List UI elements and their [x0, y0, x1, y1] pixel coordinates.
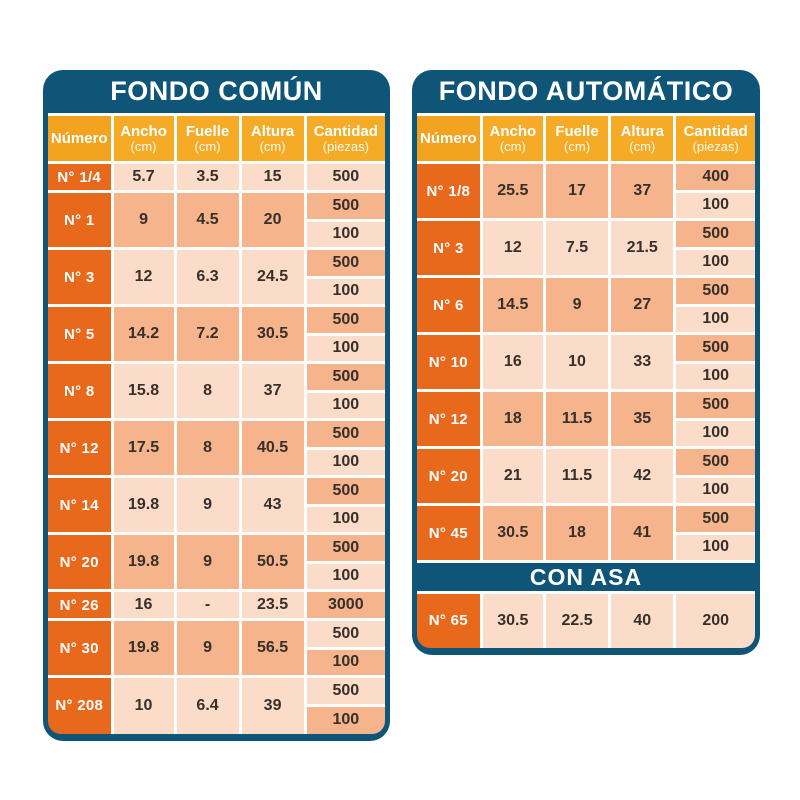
altura-cell: 24.5: [240, 249, 305, 306]
altura-cell: 21.5: [610, 220, 675, 277]
numero-cell: N° 208: [48, 677, 112, 734]
numero-cell: N° 45: [417, 505, 481, 562]
cantidad-cell: 400: [675, 163, 755, 192]
column-header-fuelle: [175, 115, 240, 163]
fuelle-cell: 9: [175, 477, 240, 534]
column-label: Ancho: [489, 122, 537, 140]
fondo-automatico-table: [417, 113, 755, 648]
numero-cell: N° 12: [48, 420, 112, 477]
ancho-cell: 5.7: [112, 163, 175, 192]
numero-cell: N° 6: [417, 277, 481, 334]
cantidad-cell: 100: [305, 220, 385, 249]
ancho-cell: 9: [112, 192, 175, 249]
numero-cell: N° 3: [48, 249, 112, 306]
cantidad-cell: 500: [305, 477, 385, 506]
fondo-comun-table: [48, 113, 385, 734]
fuelle-cell: 8: [175, 363, 240, 420]
cantidad-cell: 100: [305, 705, 385, 734]
altura-cell: 50.5: [240, 534, 305, 591]
fuelle-cell: 4.5: [175, 192, 240, 249]
table-title: FONDO AUTOMÁTICO: [438, 76, 734, 106]
column-header-ancho: [481, 115, 544, 163]
fuelle-cell: 9: [175, 620, 240, 677]
ancho-cell: 16: [481, 334, 544, 391]
cantidad-cell: 100: [675, 533, 755, 562]
table-wrapper: [48, 113, 385, 734]
ancho-cell: 19.8: [112, 534, 175, 591]
altura-cell: 33: [610, 334, 675, 391]
ancho-cell: 30.5: [481, 505, 544, 562]
section-banner: CON ASA: [417, 562, 755, 593]
column-unit-label: (cm): [564, 138, 591, 154]
ancho-cell: 19.8: [112, 620, 175, 677]
altura-cell: 27: [610, 277, 675, 334]
ancho-cell: 30.5: [481, 593, 544, 648]
fuelle-cell: 9: [175, 534, 240, 591]
altura-cell: 42: [610, 448, 675, 505]
cantidad-cell: 100: [675, 248, 755, 277]
column-unit-label: (cm): [499, 138, 526, 154]
fuelle-cell: 7.2: [175, 306, 240, 363]
numero-cell: N° 1: [48, 192, 112, 249]
cantidad-cell: 100: [675, 191, 755, 220]
numero-cell: N° 26: [48, 591, 112, 620]
cantidad-cell: 100: [305, 391, 385, 420]
ancho-cell: 17.5: [112, 420, 175, 477]
column-header-cantidad: [675, 115, 755, 163]
numero-cell: N° 20: [417, 448, 481, 505]
cantidad-cell: 100: [675, 362, 755, 391]
column-unit-label: (piezas): [692, 138, 739, 154]
fuelle-cell: 18: [544, 505, 609, 562]
fuelle-cell: 8: [175, 420, 240, 477]
numero-cell: N° 65: [417, 593, 481, 648]
column-header-altura: [240, 115, 305, 163]
ancho-cell: 25.5: [481, 163, 544, 220]
cantidad-cell: 3000: [305, 591, 385, 620]
cantidad-cell: 500: [305, 163, 385, 192]
altura-cell: 35: [610, 391, 675, 448]
cantidad-cell: 100: [305, 334, 385, 363]
numero-cell: N° 3: [417, 220, 481, 277]
column-label: Cantidad: [683, 122, 748, 140]
fuelle-cell: 22.5: [544, 593, 609, 648]
column-label: Fuelle: [555, 122, 599, 140]
ancho-cell: 21: [481, 448, 544, 505]
column-label: Número: [420, 129, 477, 147]
ancho-cell: 12: [112, 249, 175, 306]
column-unit-label: (cm): [259, 138, 286, 154]
table-title: FONDO COMÚN: [110, 76, 323, 106]
cantidad-cell: 500: [305, 534, 385, 563]
altura-cell: 37: [610, 163, 675, 220]
cantidad-cell: 500: [675, 391, 755, 420]
cantidad-cell: 500: [305, 363, 385, 392]
ancho-cell: 15.8: [112, 363, 175, 420]
numero-cell: N° 20: [48, 534, 112, 591]
cantidad-cell: 200: [675, 593, 755, 648]
column-unit-label: (cm): [130, 138, 157, 154]
fuelle-cell: 17: [544, 163, 609, 220]
column-unit-label: (cm): [194, 138, 221, 154]
fuelle-cell: -: [175, 591, 240, 620]
altura-cell: 40: [610, 593, 675, 648]
cantidad-cell: 500: [675, 448, 755, 477]
fondo-automatico-card: [412, 70, 760, 655]
cantidad-cell: 500: [305, 677, 385, 706]
cantidad-cell: 100: [305, 448, 385, 477]
table-wrapper: [417, 113, 755, 648]
fuelle-cell: 6.3: [175, 249, 240, 306]
cantidad-cell: 500: [305, 192, 385, 221]
cantidad-cell: 500: [675, 505, 755, 534]
ancho-cell: 18: [481, 391, 544, 448]
cantidad-cell: 500: [675, 334, 755, 363]
cantidad-cell: 100: [675, 305, 755, 334]
column-header-altura: [610, 115, 675, 163]
altura-cell: 40.5: [240, 420, 305, 477]
cantidad-cell: 100: [305, 505, 385, 534]
cantidad-cell: 100: [305, 562, 385, 591]
numero-cell: N° 10: [417, 334, 481, 391]
cantidad-cell: 100: [305, 648, 385, 677]
altura-cell: 43: [240, 477, 305, 534]
ancho-cell: 19.8: [112, 477, 175, 534]
ancho-cell: 14.5: [481, 277, 544, 334]
altura-cell: 37: [240, 363, 305, 420]
column-header-ancho: [112, 115, 175, 163]
cantidad-cell: 500: [305, 420, 385, 449]
column-unit-label: (piezas): [322, 138, 369, 154]
fuelle-cell: 6.4: [175, 677, 240, 734]
numero-cell: N° 12: [417, 391, 481, 448]
altura-cell: 39: [240, 677, 305, 734]
ancho-cell: 12: [481, 220, 544, 277]
column-unit-label: (cm): [629, 138, 656, 154]
column-label: Fuelle: [185, 122, 230, 140]
cantidad-cell: 500: [305, 620, 385, 649]
altura-cell: 23.5: [240, 591, 305, 620]
fuelle-cell: 7.5: [544, 220, 609, 277]
cantidad-cell: 500: [675, 277, 755, 306]
column-label: Ancho: [120, 122, 167, 140]
numero-cell: N° 5: [48, 306, 112, 363]
cantidad-cell: 100: [675, 419, 755, 448]
altura-cell: 30.5: [240, 306, 305, 363]
fuelle-cell: 11.5: [544, 391, 609, 448]
column-label: Cantidad: [313, 122, 378, 140]
ancho-cell: 10: [112, 677, 175, 734]
altura-cell: 41: [610, 505, 675, 562]
column-label: Número: [50, 129, 108, 147]
fuelle-cell: 11.5: [544, 448, 609, 505]
column-label: Altura: [250, 122, 295, 140]
ancho-cell: 16: [112, 591, 175, 620]
altura-cell: 15: [240, 163, 305, 192]
cantidad-cell: 500: [305, 249, 385, 278]
altura-cell: 20: [240, 192, 305, 249]
column-label: Altura: [620, 122, 664, 140]
numero-cell: N° 8: [48, 363, 112, 420]
column-header-numero: [48, 115, 112, 163]
numero-cell: N° 30: [48, 620, 112, 677]
cantidad-cell: 500: [305, 306, 385, 335]
fuelle-cell: 10: [544, 334, 609, 391]
altura-cell: 56.5: [240, 620, 305, 677]
numero-cell: N° 1/8: [417, 163, 481, 220]
cantidad-cell: 100: [675, 476, 755, 505]
numero-cell: N° 14: [48, 477, 112, 534]
cantidad-cell: 100: [305, 277, 385, 306]
fondo-comun-card: [43, 70, 390, 741]
column-header-cantidad: [305, 115, 385, 163]
fuelle-cell: 3.5: [175, 163, 240, 192]
fuelle-cell: 9: [544, 277, 609, 334]
numero-cell: N° 1/4: [48, 163, 112, 192]
cantidad-cell: 500: [675, 220, 755, 249]
column-header-fuelle: [544, 115, 609, 163]
column-header-numero: [417, 115, 481, 163]
ancho-cell: 14.2: [112, 306, 175, 363]
